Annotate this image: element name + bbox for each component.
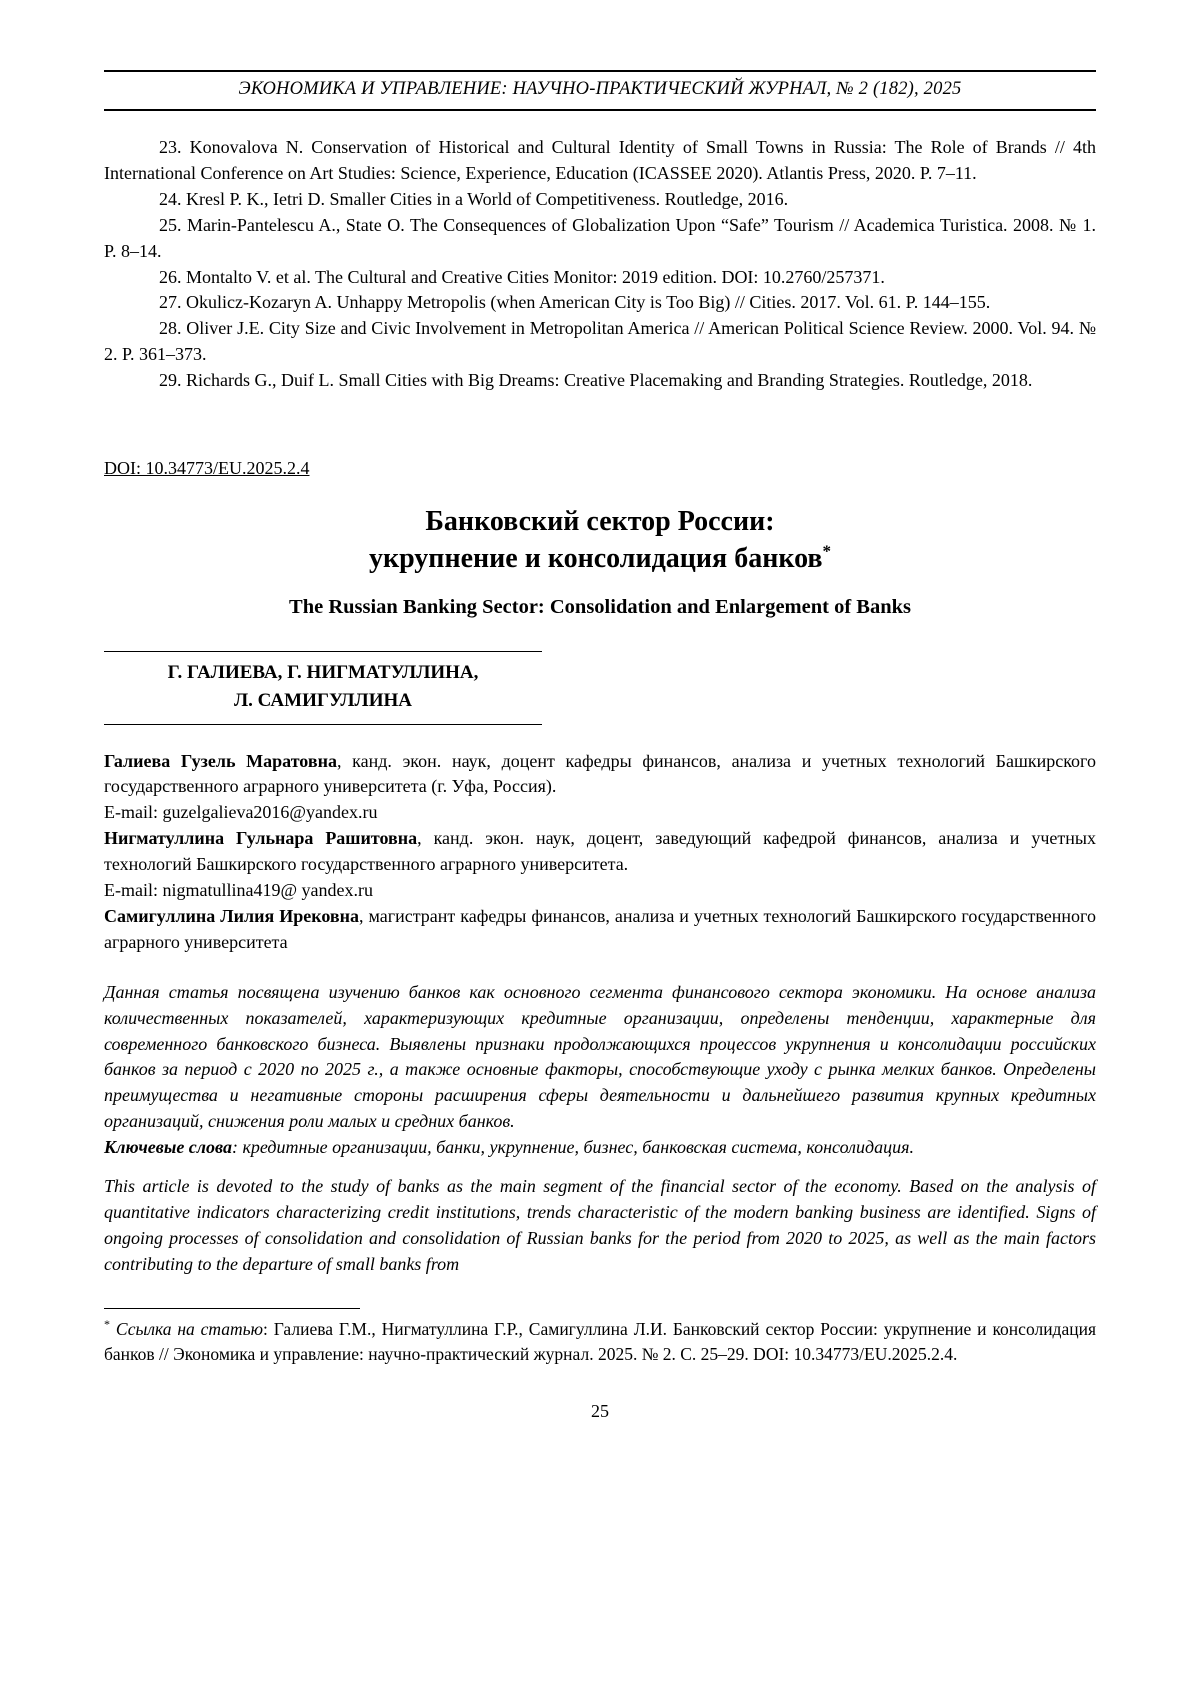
author-info	[104, 749, 1096, 801]
page-number: 25	[591, 1401, 609, 1422]
footnote-rule	[104, 1308, 360, 1309]
author-name: Галиева Гузель Маратовна	[104, 750, 337, 771]
footnote-citation: : Галиева Г.М., Нигматуллина Г.Р., Самигуллина Л.И. Банковский сектор России: укрупнение и консолидация банков // Экономика и управление: научно-практический журнал. 2025. № 2. С. 25–29. DOI: 10.34773/EU.2025.2.4.	[104, 1318, 1097, 1364]
abstract-english: This article is devoted to the study of banks as the main segment of the financial sector of the economy. Based on the analysis of quantitative indicators characterizing credit institutions, trends characteristic of the modern banking business are identified. Signs of ongoing processes of consolidation and consolidation of Russian banks for the period from 2020 to 2025, as well as the main factors contributing to the departure of small banks from	[104, 1176, 1096, 1274]
footnote-marker: *	[104, 1316, 110, 1331]
journal-title: ЭКОНОМИКА И УПРАВЛЕНИЕ: НАУЧНО-ПРАКТИЧЕСКИЙ ЖУРНАЛ, № 2 (182), 2025	[238, 79, 962, 99]
footnote-block	[104, 1308, 1096, 1367]
reference-item: 28. Oliver J.E. City Size and Civic Involvement in Metropolitan America // American Political Science Review. 2000. Vol. 94. № 2. P. 361–373.	[104, 318, 1096, 365]
article-title-en: The Russian Banking Sector: Consolidation and Enlargement of Banks	[289, 595, 911, 618]
footnote-label: Ссылка на статью	[115, 1318, 263, 1339]
authors-names-line2: Л. САМИГУЛЛИНА	[234, 690, 412, 712]
keywords-list: : кредитные организации, банки, укрупнение, бизнес, банковская система, консолидация.	[231, 1137, 914, 1158]
affiliations-section	[104, 749, 1096, 956]
author-info	[104, 826, 1096, 878]
reference-item: 29. Richards G., Duif L. Small Cities with Big Dreams: Creative Placemaking and Branding Strategies. Routledge, 2018.	[159, 370, 1033, 391]
author-credentials: , магистрант кафедры финансов, анализа и учетных технологий Башкирского государственного аграрного университета	[104, 905, 1096, 952]
author-email: E-mail: guzelgalieva2016@yandex.ru	[104, 802, 378, 823]
abstract-russian: Данная статья посвящена изучению банков как основного сегмента финансового сектора экономики. На основе анализа количественных показателей, характеризующих кредитные организации, определены тенденции, характерные для современного банковского бизнеса. Выявлены признаки продолжающихся процессов укрупнения и консолидации российских банков за период с 2020 по 2025 г., а также основные факторы, способствующие уходу с рынка мелких банков. Определены преимущества и негативные стороны расширения сферы деятельности и дальнейшего развития крупных кредитных организаций, снижения роли малых и средних банков.	[104, 981, 1096, 1132]
author-name: Нигматуллина Гульнара Рашитовна	[104, 828, 418, 849]
authors-rule-bottom	[104, 724, 542, 725]
article-title-ru	[104, 504, 1096, 578]
reference-item: 25. Marin-Pantelescu A., State O. The Consequences of Globalization Upon “Safe” Tourism // Academica Turistica. 2008. № 1. P. 8–14.	[104, 214, 1096, 261]
reference-item: 26. Montalto V. et al. The Cultural and Creative Cities Monitor: 2019 edition. DOI: 10.2760/257371.	[159, 266, 885, 287]
authors-names-line1: Г. ГАЛИЕВА, Г. НИГМАТУЛЛИНА,	[167, 661, 479, 683]
author-credentials: , канд. экон. наук, доцент кафедры финансов, анализа и учетных технологий Башкирского государственного аграрного университета (г. Уфа, Россия).	[104, 750, 1096, 797]
author-email: E-mail: nigmatullina419@ yandex.ru	[104, 880, 374, 901]
reference-item: 23. Konovalova N. Conservation of Historical and Cultural Identity of Small Towns in Russia: The Role of Brands // 4th International Conference on Art Studies: Science, Experience, Education (ICASSEE 2020). Atlantis Press, 2020. P. 7–11.	[104, 137, 1096, 183]
author-credentials: , канд. экон. наук, доцент, заведующий кафедрой финансов, анализа и учетных технологий Башкирского государственного аграрного университета.	[104, 828, 1096, 875]
header-rule-bottom	[104, 109, 1096, 111]
author-info	[104, 904, 1096, 956]
article-doi: DOI: 10.34773/EU.2025.2.4	[104, 458, 310, 479]
title-footnote-marker: *	[822, 541, 832, 561]
article-title-ru-line1: Банковский сектор России:	[425, 505, 775, 537]
reference-item: 27. Okulicz-Kozaryn A. Unhappy Metropolis (when American City is Too Big) // Cities. 2017. Vol. 61. P. 144–155.	[159, 292, 991, 313]
footnote-text	[104, 1317, 1096, 1367]
article-title-ru-line2: укрупнение и консолидация банков	[368, 542, 823, 574]
keywords-line	[104, 1135, 1096, 1161]
author-name: Самигуллина Лилия Ирековна	[104, 905, 359, 926]
authors-names	[104, 652, 542, 724]
reference-item: 24. Kresl P. K., Ietri D. Smaller Cities in a World of Competitiveness. Routledge, 2016.	[159, 188, 789, 209]
running-header	[104, 70, 1096, 111]
authors-block	[104, 651, 542, 725]
references-section	[104, 135, 1096, 394]
keywords-label: Ключевые слова	[104, 1137, 232, 1158]
